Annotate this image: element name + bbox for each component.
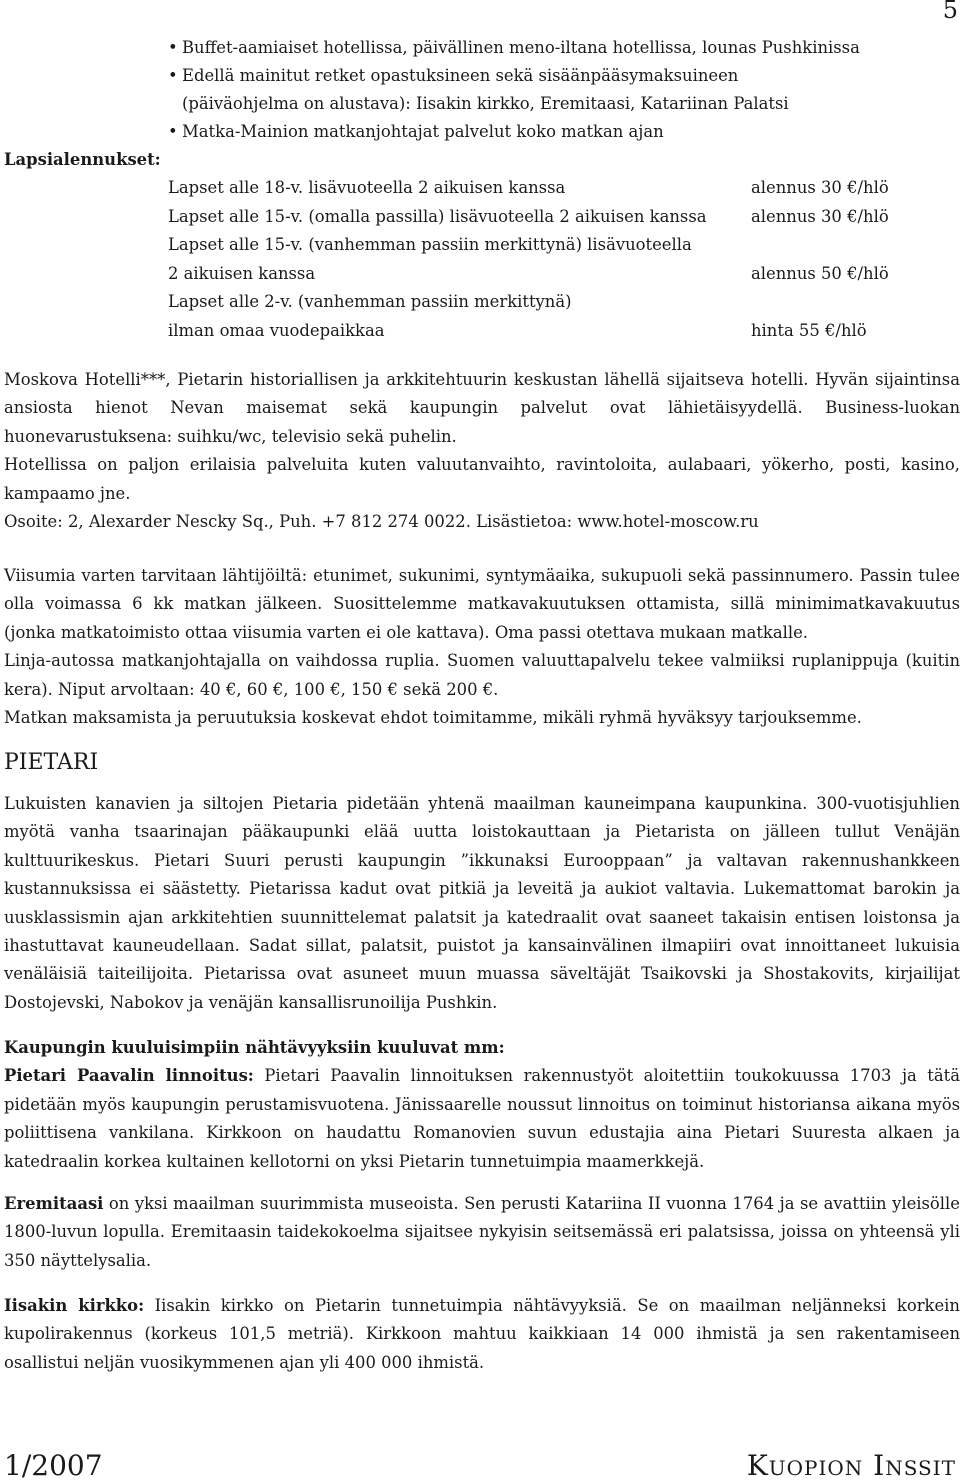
bullet-icon: • <box>168 66 178 85</box>
sights-heading: Kaupungin kuuluisimpiin nähtävyyksiin kuuluvat mm: <box>4 1038 505 1057</box>
hotel-description: Moskova Hotelli***, Pietarin historiallisen ja arkkitehtuurin keskustan lähellä sijaitseva hotelli. Hyvän sijaintinsa ansiosta hienot Nevan maisemat sekä kaupungin palvelut ovat lähietäisyydellä. Business-luokan huonevarustuksena: suihku/wc, televisio sekä puhelin. <box>4 370 960 446</box>
row-discount: alennus 30 €/hlö <box>751 178 889 197</box>
row-description: ilman omaa vuodepaikkaa <box>168 320 385 340</box>
list-item: • Edellä mainitut retket opastuksineen sekä sisäänpääsymaksuineen <box>168 62 860 90</box>
list-item: • Matka-Mainion matkanjohtajat palvelut koko matkan ajan <box>168 118 860 146</box>
row-description: Lapset alle 15-v. (omalla passilla) lisävuoteella 2 aikuisen kanssa <box>168 206 707 226</box>
row-discount: hinta 55 €/hlö <box>751 320 867 340</box>
sight-isaac-cathedral <box>4 1292 960 1377</box>
sight-text: Pietari Paavalin linnoituksen rakennustyöt aloitettiin toukokuussa 1703 ja tätä pidetään myös kaupungin perustamisvuotena. Jänissaarelle noussut linnoitus on toiminut historiansa aikana myös poliittisena vankilana. Kirkkoon on haudattu Romanovien suvun edustajia aina Pietari Suuresta alkaen ja katedraalin korkea kultainen kellotorni on yksi Pietarin tunnetuimpia maamerkkejä. <box>4 1066 960 1171</box>
table-row <box>168 231 928 260</box>
pietari-intro: Lukuisten kanavien ja siltojen Pietaria pidetään yhtenä maailman kauneimpana kaupunkina. 300-vuotisjuhlien myötä vanha tsaarinajan pääkaupunki elää uutta loistokauttaan ja Pietarista on jälleen tullut Venäjän kulttuurikeskus. Pietari Suuri perusti kaupungin ”ikkunaksi Eurooppaan” ja valtavan rakennushankkeen kustannuksissa ei säästetty. Pietarissa kadut ovat pitkiä ja leveitä ja aukiot valtavia. Lukemattomat barokin ja uusklassismin ajan arkkitehtien suunnittelemat palatsit ja katedraalit ovat saaneet takaisin entisen loistonsa ja ihastuttavat kauneudellaan. Sadat sillat, palatsit, puistot ja kansainvälinen ilmapiiri ovat innoittaneet lukuisia venäläisiä taiteilijoita. Pietarissa ovat asuneet muun muassa säveltäjät Tsaikovski ja Shostakovits, kirjailijat Dostojevski, Nabokov ja venäjän kansallisrunoilija Pushkin. <box>4 794 960 1012</box>
table-row <box>168 203 928 232</box>
table-row <box>168 317 928 346</box>
table-row <box>168 260 928 289</box>
bullet-icon: • <box>168 122 178 141</box>
sight-title: Iisakin kirkko: <box>4 1296 145 1315</box>
sights-section <box>4 1034 960 1176</box>
row-discount: alennus 30 €/hlö <box>751 206 889 226</box>
table-row <box>168 174 928 203</box>
row-description: Lapset alle 15-v. (vanhemman passiin merkittynä) lisävuoteella <box>168 235 692 255</box>
table-row <box>168 288 928 317</box>
section-heading-pietari: PIETARI <box>4 750 99 775</box>
publication-name: Kuopion Inssit <box>746 1449 956 1482</box>
child-discounts-title: Lapsialennukset: <box>4 150 161 169</box>
list-item: • Buffet-aamiaiset hotellissa, päivällinen meno-iltana hotellissa, lounas Pushkinissa <box>168 34 860 62</box>
visa-section <box>4 562 960 732</box>
payment-terms: Matkan maksamista ja peruutuksia koskevat ehdot toimitamme, mikäli ryhmä hyväksyy tarjouksemme. <box>4 708 862 728</box>
sight-hermitage <box>4 1190 960 1275</box>
sight-text: on yksi maailman suurimmista museoista. Sen perusti Katariina II vuonna 1764 ja se avattiin yleisölle 1800-luvun lopulla. Eremitaasin taidekokoelma sijaitsee nykyisin seitsemässä eri palatsissa, joissa on yhteensä yli 350 näyttelysalia. <box>4 1194 960 1270</box>
row-description: 2 aikuisen kanssa <box>168 263 316 283</box>
sight-text: Iisakin kirkko on Pietarin tunnetuimpia nähtävyyksiä. Se on maailman neljänneksi korkein kupolirakennus (korkeus 101,5 metriä). Kirkkoon mahtuu kaikkiaan 14 000 ihmistä ja sen rakentamiseen osallistui neljän vuosikymmenen ajan yli 400 000 ihmistä. <box>4 1296 960 1372</box>
row-description: Lapset alle 18-v. lisävuoteella 2 aikuisen kanssa <box>168 178 566 197</box>
sight-fortress <box>4 1062 960 1176</box>
list-item-continuation: (päiväohjelma on alustava): Iisakin kirkko, Eremitaasi, Katariinan Palatsi <box>182 94 789 113</box>
row-discount: alennus 50 €/hlö <box>751 263 889 283</box>
visa-requirements: Viisumia varten tarvitaan lähtijöiltä: etunimet, sukunimi, syntymäaika, sukupuoli sekä passinnumero. Passin tulee olla voimassa 6 kk matkan jälkeen. Suosittelemme matkavakuutuksen ottamista, sillä minimimatkavakuutus (jonka matkatoimisto ottaa viisumia varten ei ole kattava). Oma passi otettava mukaan matkalle. <box>4 566 960 642</box>
sight-title: Pietari Paavalin linnoitus: <box>4 1066 254 1086</box>
included-services-list <box>168 34 860 146</box>
hotel-services: Hotellissa on paljon erilaisia palveluita kuten valuutanvaihto, ravintoloita, aulabaari, yökerho, posti, kasino, kampaamo jne. <box>4 455 960 503</box>
page-number: 5 <box>942 0 958 24</box>
issue-number: 1/2007 <box>4 1449 103 1482</box>
hotel-section <box>4 366 960 536</box>
row-description: Lapset alle 2-v. (vanhemman passiin merkittynä) <box>168 292 572 312</box>
bullet-icon: • <box>168 38 178 57</box>
sight-title: Eremitaasi <box>4 1194 104 1213</box>
hotel-address: Osoite: 2, Alexarder Nescky Sq., Puh. +7 812 274 0022. Lisästietoa: www.hotel-moscow.ru <box>4 512 759 532</box>
currency-info: Linja-autossa matkanjohtajalla on vaihdossa ruplia. Suomen valuuttapalvelu tekee valmiiksi ruplanippuja (kuitin kera). Niput arvoltaan: 40 €, 60 €, 100 €, 150 € sekä 200 €. <box>4 651 960 699</box>
child-discounts-table <box>168 174 928 346</box>
